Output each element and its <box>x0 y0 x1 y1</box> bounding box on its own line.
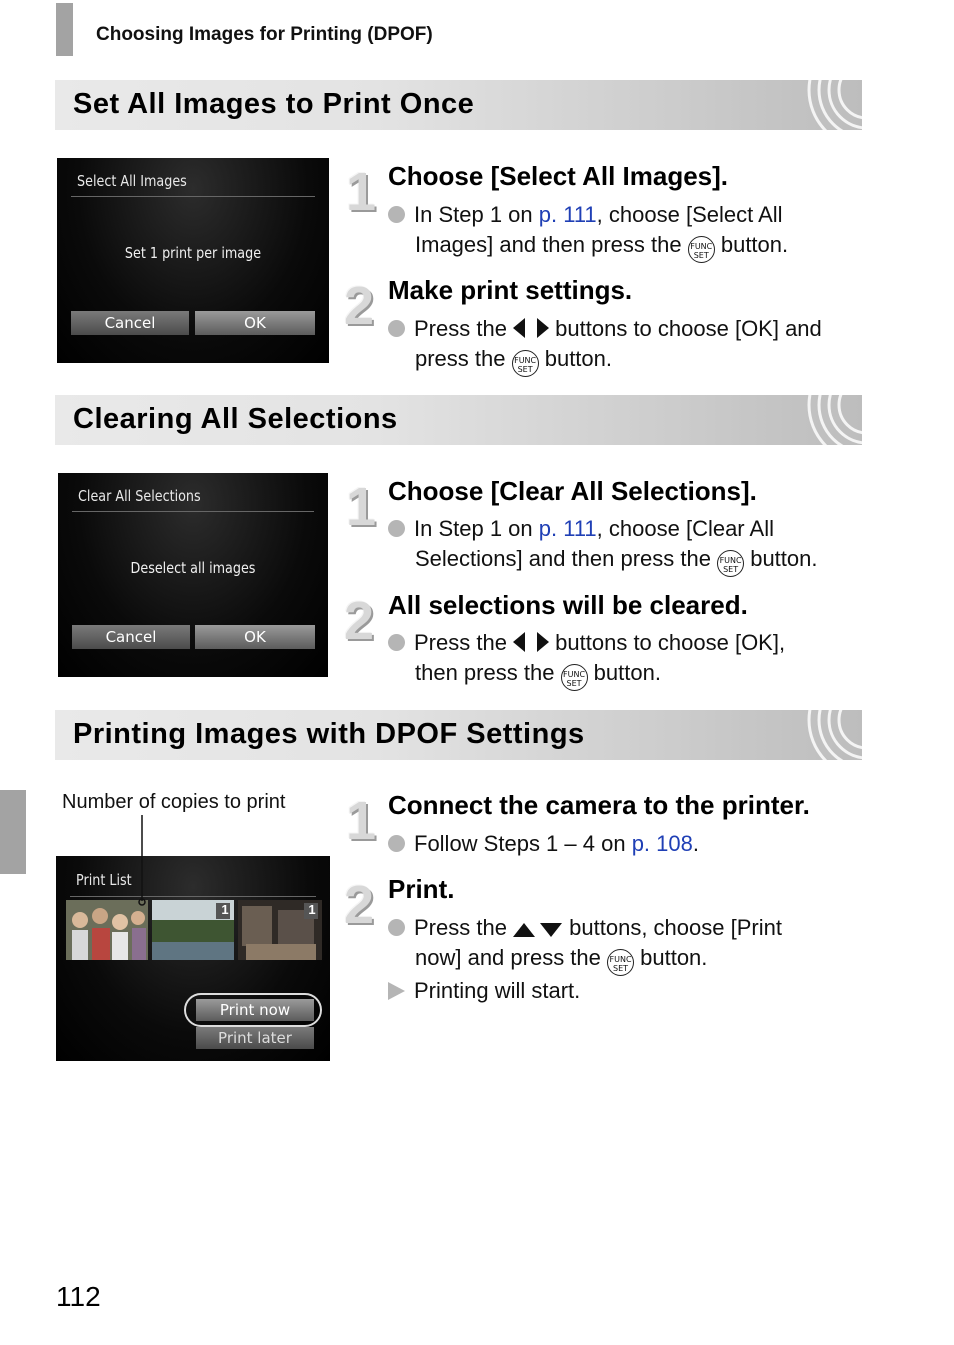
section-title: Printing Images with DPOF Settings <box>73 718 585 750</box>
step-heading: Make print settings. <box>388 275 633 305</box>
ok-button[interactable]: OK <box>195 311 315 335</box>
left-right-arrows-icon <box>513 632 549 652</box>
section-band-clear-all <box>55 395 862 445</box>
func-set-icon: FUNC SET <box>561 664 588 691</box>
print-later-button[interactable]: Print later <box>196 1027 314 1049</box>
print-now-button[interactable]: Print now <box>196 999 314 1021</box>
result-arrow-icon <box>388 982 405 1000</box>
band-decoration <box>772 80 862 130</box>
page-number: 112 <box>56 1281 101 1312</box>
step-heading: Choose [Clear All Selections]. <box>388 476 757 506</box>
step-heading: Connect the camera to the printer. <box>388 790 810 820</box>
page-link[interactable]: p. 108 <box>631 831 693 856</box>
bullet-dot <box>388 634 405 651</box>
screen-divider <box>71 196 315 197</box>
band-decoration <box>772 710 862 760</box>
section-band-set-all <box>55 80 862 130</box>
page-link[interactable]: p. 111 <box>538 516 597 541</box>
bullet-dot <box>388 919 405 936</box>
result-text: Printing will start. <box>414 978 581 1003</box>
band-decoration <box>772 395 862 445</box>
screen-message: Deselect all images <box>130 559 256 577</box>
step-number: 2 <box>344 875 375 935</box>
page-link[interactable]: p. 111 <box>538 202 597 227</box>
step-bullet: Press the buttons, choose [Print now] and press the FUNC SET button. Printing will start. <box>388 913 782 1006</box>
func-set-icon: FUNC SET <box>688 236 715 263</box>
step-number: 2 <box>344 591 375 651</box>
step-heading: All selections will be cleared. <box>388 590 748 620</box>
step-number: 2 <box>344 276 375 336</box>
step-bullet: In Step 1 on p. 111, choose [Select All Images] and then press the FUNC SET button. <box>388 200 788 263</box>
step-bullet: Press the buttons to choose [OK], then press the FUNC SET button. <box>388 628 785 691</box>
step-number: 1 <box>346 477 377 537</box>
step-bullet: Press the buttons to choose [OK] and press the FUNC SET button. <box>388 314 822 377</box>
step-bullet: In Step 1 on p. 111, choose [Clear All Selections] and then press the FUNC SET button. <box>388 514 817 577</box>
cancel-button[interactable]: Cancel <box>71 311 189 335</box>
bullet-dot <box>388 206 405 223</box>
section-band-dpof-print <box>55 710 862 760</box>
ok-button[interactable]: OK <box>195 625 315 649</box>
screen-message: Set 1 print per image <box>124 244 262 262</box>
screen-divider <box>72 511 314 512</box>
camera-screen-clear-all <box>58 473 328 677</box>
left-right-arrows-icon <box>513 318 549 338</box>
step-number: 1 <box>346 791 377 851</box>
cancel-button[interactable]: Cancel <box>72 625 190 649</box>
step-heading: Choose [Select All Images]. <box>388 161 729 191</box>
func-set-icon: FUNC SET <box>512 350 539 377</box>
section-title: Set All Images to Print Once <box>73 88 475 120</box>
screen-title: Clear All Selections <box>78 487 201 505</box>
screen-title: Print List <box>76 871 132 889</box>
bullet-dot <box>388 835 405 852</box>
step-heading: Print. <box>388 874 455 904</box>
screen-title: Select All Images <box>77 172 187 190</box>
copies-badge: 1 <box>221 902 229 917</box>
thumbnail-strip <box>66 900 322 962</box>
camera-screen-select-all <box>57 158 329 363</box>
running-header: Choosing Images for Printing (DPOF) <box>96 24 433 45</box>
func-set-icon: FUNC SET <box>607 949 634 976</box>
func-set-icon: FUNC SET <box>717 550 744 577</box>
callout-leader-line <box>130 815 154 907</box>
step-bullet: Follow Steps 1 – 4 on p. 108. <box>388 829 699 859</box>
section-title: Clearing All Selections <box>73 403 398 435</box>
header-bar <box>56 3 73 56</box>
bullet-dot <box>388 320 405 337</box>
screen-divider <box>70 896 316 897</box>
camera-screen-print-list <box>56 856 330 1061</box>
bullet-dot <box>388 520 405 537</box>
step-number: 1 <box>346 162 377 222</box>
up-down-arrows-icon <box>513 921 563 937</box>
callout-label: Number of copies to print <box>62 791 286 813</box>
chapter-side-tab <box>0 790 26 874</box>
copies-badge: 1 <box>308 902 316 917</box>
